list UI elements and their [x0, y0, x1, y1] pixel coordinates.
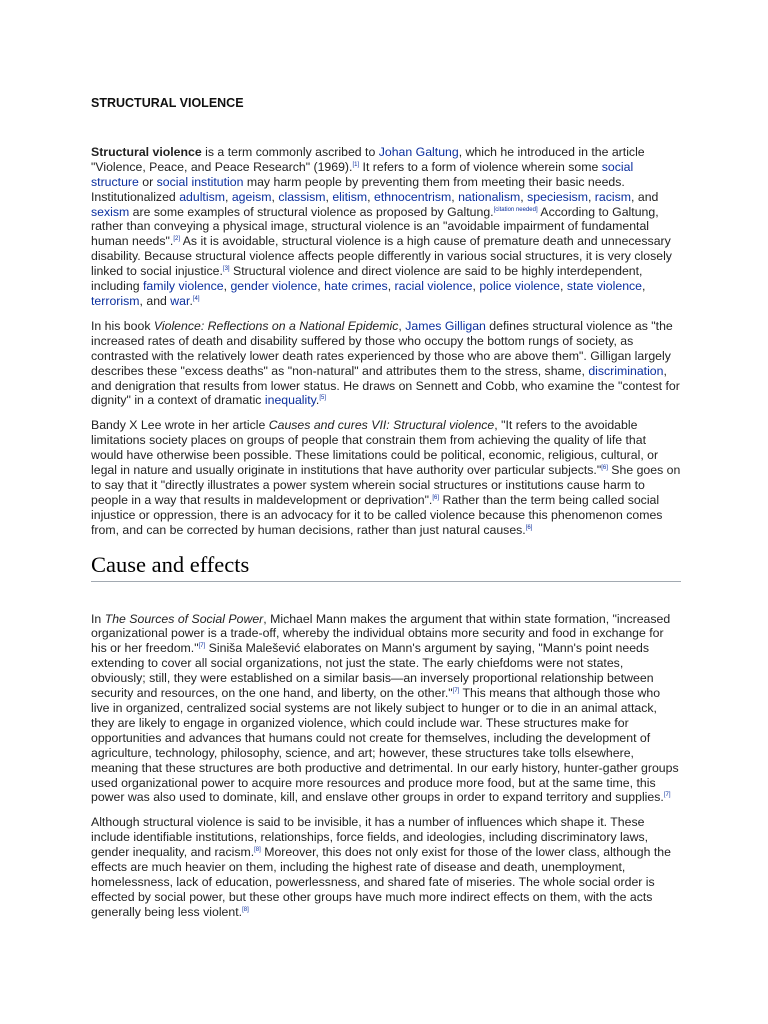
bold-term: Structural violence — [91, 144, 202, 159]
link-ageism[interactable]: ageism — [231, 189, 272, 204]
text: defines structural violence as "the increased rates of death and disability suffered by those who occupy the bottom rungs of society, as contrasted with the relatively lower death rates experienced by those who are above them". Gilligan largely describes these "excess deaths" as "non-natural" and attributes them to the stress, shame, — [91, 318, 673, 378]
text: , — [472, 279, 480, 294]
link-james-gilligan[interactable]: James Gilligan — [405, 318, 486, 333]
text: . — [315, 393, 320, 408]
text: , — [223, 279, 231, 294]
ref-8[interactable]: [8] — [254, 847, 261, 854]
link-family-violence[interactable]: family violence — [142, 279, 224, 294]
link-police-violence[interactable]: police violence — [479, 279, 560, 294]
link-nationalism[interactable]: nationalism — [458, 189, 521, 204]
ref-7[interactable]: [7] — [663, 792, 671, 799]
text: may harm people by preventing them from meeting their basic needs. Institutionalized — [91, 174, 625, 204]
text: , — [367, 189, 374, 204]
gilligan-paragraph — [91, 319, 681, 408]
link-speciesism[interactable]: speciesism — [527, 189, 588, 204]
document-title: STRUCTURAL VIOLENCE — [91, 96, 244, 110]
text: According to Galtung, rather than conveying a physical image, structural violence is an "avoidable impairment of fundamental human needs". — [91, 204, 659, 249]
link-ethnocentrism[interactable]: ethnocentrism — [374, 189, 452, 204]
text: She goes on to say that it "directly illustrates a power system wherein social structures or institutions cause harm to people in a way that results in maldevelopment or deprivation". — [91, 463, 681, 507]
text: or — [138, 174, 157, 189]
text: , — [642, 279, 646, 294]
text: Although structural violence is said to be invisible, it has a number of influences which shape it. These include identifiable institutions, relationships, force fields, and ideologies, including discriminatory laws, gender inequality, and racism. — [91, 815, 649, 860]
link-gender-violence[interactable]: gender violence — [230, 279, 318, 294]
text: is a term commonly ascribed to — [201, 144, 379, 159]
text: Rather than the term being called social injustice or oppression, there is an advocacy for it to be called violence because this phenomenon comes from, and can be corrected by human decisions, rather than just natural causes. — [91, 492, 663, 537]
text: , — [520, 189, 528, 204]
link-adultism[interactable]: adultism — [179, 189, 225, 204]
text: Bandy X Lee wrote in her article — [91, 418, 269, 433]
link-classism[interactable]: classism — [278, 189, 326, 204]
text: , which he introduced in the article "Violence, Peace, and Peace Research" (1969). — [91, 144, 645, 174]
text: In his book — [91, 318, 154, 333]
text: , "It refers to the avoidable limitations society places on groups of people that constrain them from achieving the quality of life that would have otherwise been possible. These limitations could be political, economic, religious, cultural, or legal in nature and usually originate in institutions that have authority over particular subjects." — [91, 418, 659, 478]
text: Structural violence and direct violence are said to be highly interdependent, including — [91, 264, 643, 294]
text: , — [271, 189, 279, 204]
article-title: Causes and cures VII: Structural violence — [268, 418, 495, 433]
text: , and — [631, 189, 659, 204]
book-title: The Sources of Social Power — [104, 611, 264, 626]
link-racism[interactable]: racism — [594, 189, 632, 204]
text: It refers to a form of violence wherein some — [359, 159, 602, 174]
link-war[interactable]: war — [170, 293, 190, 308]
text: , — [451, 189, 459, 204]
ref-7[interactable]: [7] — [452, 688, 460, 694]
text: This means that although those who live in organized, centralized social systems are not likely subject to hunger or to die in an animal attack, they are likely to engage in organized violence, which could include war. These structures make for opportunities and advances that humans could not create for themselves, including the development of agriculture, technology, philosophy, science, and art; however, these structures take tolls elsewhere, meaning that these structures are both productive and detrimental. In our early history, hunter-gather groups used organizational power to acquire more resources and produce more food, but at the same time, this power was also used to dominate, kill, and enslave other groups in order to expand territory and supplies. — [91, 686, 679, 805]
text: , — [325, 189, 333, 204]
ref-1[interactable]: [1] — [352, 161, 360, 168]
text: Siniša Malešević elaborates on Mann's argument by saying, "Mann's point needs extending to cover all social organizations, not just the state. The early chiefdoms were not states, obviously; still, they were established on a similar basis—an inversely proportional relationship between security and resources, on the one hand, and liberty, on the other." — [91, 641, 654, 701]
citation-needed[interactable]: [citation needed] — [493, 206, 538, 213]
ref-6[interactable]: [6] — [432, 494, 440, 501]
ref-8[interactable]: [8] — [242, 906, 249, 913]
text: , and — [139, 293, 171, 308]
link-racial-violence[interactable]: racial violence — [394, 279, 473, 294]
text: As it is avoidable, structural violence is a high cause of premature death and unnecessary disability. Because structural violence affects people differently in various social structures, it is very closely linked to social injustice. — [91, 234, 672, 279]
text: . — [189, 293, 193, 308]
ref-2[interactable]: [2] — [173, 236, 180, 243]
ref-6[interactable]: [6] — [525, 524, 533, 531]
ref-3[interactable]: [3] — [222, 266, 230, 273]
invisible-paragraph — [91, 815, 681, 919]
section-heading-cause-and-effects: Cause and effects — [91, 552, 681, 582]
link-discrimination[interactable]: discrimination — [588, 363, 664, 378]
link-elitism[interactable]: elitism — [332, 189, 368, 204]
link-sexism[interactable]: sexism — [91, 204, 130, 219]
text: , — [587, 189, 595, 204]
text: , — [317, 279, 325, 294]
text: , — [559, 279, 567, 294]
text: In — [91, 611, 105, 626]
ref-5[interactable]: [5] — [319, 395, 327, 402]
ref-7[interactable]: [7] — [198, 643, 206, 650]
link-state-violence[interactable]: state violence — [566, 279, 643, 294]
link-johan-galtung[interactable]: Johan Galtung — [378, 144, 459, 159]
text: , — [398, 318, 406, 333]
link-hate-crimes[interactable]: hate crimes — [324, 279, 388, 294]
text: are some examples of structural violence as proposed by Galtung. — [129, 204, 494, 219]
link-social-structure[interactable]: social structure — [91, 159, 634, 189]
text: Moreover, this does not only exist for those of the lower class, although the effects are much heavier on them, including the highest rate of disease and death, unemployment, homelessness, lack of education, powerlessness, and shared fate of miseries. The whole social order is effected by social power, but these other groups have much more indirect effects on them, with the acts generally being less violent. — [91, 845, 671, 919]
book-title: Violence: Reflections on a National Epidemic — [153, 318, 399, 333]
text: , — [224, 189, 232, 204]
text: , Michael Mann makes the argument that within state formation, "increased organizational power is a trade-off, whereby the individual obtains more security and food in exchange for his or her freedom." — [91, 611, 671, 656]
link-terrorism[interactable]: terrorism — [91, 293, 140, 308]
intro-paragraph — [91, 145, 681, 309]
link-inequality[interactable]: inequality — [264, 393, 316, 408]
text: , — [387, 279, 395, 294]
link-social-institution[interactable]: social institution — [156, 174, 244, 189]
ref-6[interactable]: [6] — [601, 464, 608, 471]
mann-paragraph — [91, 612, 681, 806]
ref-4[interactable]: [4] — [192, 295, 200, 302]
lee-paragraph — [91, 418, 681, 537]
article-body — [91, 96, 681, 930]
text: , and denigration that results from lower status. He draws on Sennett and Cobb, who examine the "contest for dignity" in a context of dramatic — [91, 363, 680, 408]
